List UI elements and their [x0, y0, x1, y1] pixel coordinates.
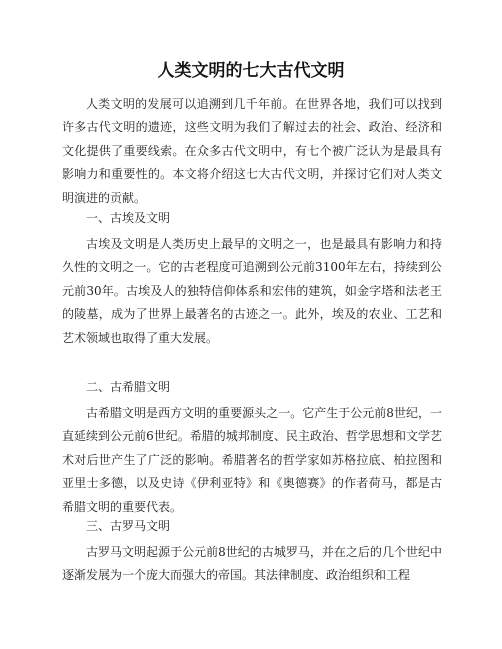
section-body-rome: 古罗马文明起源于公元前8世纪的古城罗马，并在之后的几个世纪中逐渐发展为一个庞大而强大的帝国。其法律制度、政治组织和工程	[62, 545, 442, 583]
section-heading-rome: 三、古罗马文明	[86, 519, 171, 533]
section-body-egypt: 古埃及文明是人类历史上最早的文明之一，也是最具有影响力和持久性的文明之一。它的古老程度可追溯到公元前3100年左右，持续到公元前30年。古埃及人的独特信仰体系和宏伟的建筑，如金字塔和法老王的陵墓，成为了世界上最著名的古迹之一。此外，埃及的农业、工艺和艺术领域也取得了重大发展。	[62, 237, 442, 345]
section-heading-egypt: 一、古埃及文明	[86, 211, 171, 225]
section-heading-greece: 二、古希腊文明	[86, 380, 171, 394]
section-body-greece: 古希腊文明是西方文明的重要源头之一。它产生于公元前8世纪，一直延续到公元前6世纪。希腊的城邦制度、民主政治、哲学思想和文学艺术对后世产生了广泛的影响。希腊著名的哲学家如苏格拉底、柏拉图和亚里士多德，以及史诗《伊利亚特》和《奥德赛》的作者荷马，都是古希腊文明的重要代表。	[62, 406, 442, 514]
page-title: 人类文明的七大古代文明	[157, 61, 345, 81]
intro-paragraph: 人类文明的发展可以追溯到几千年前。在世界各地，我们可以找到许多古代文明的遗迹，这些文明为我们了解过去的社会、政治、经济和文化提供了重要线索。在众多古代文明中，有七个被广泛认为是最具有影响力和重要性的。本文将介绍这七大古代文明，并探讨它们对人类文明演进的贡献。	[62, 97, 442, 205]
